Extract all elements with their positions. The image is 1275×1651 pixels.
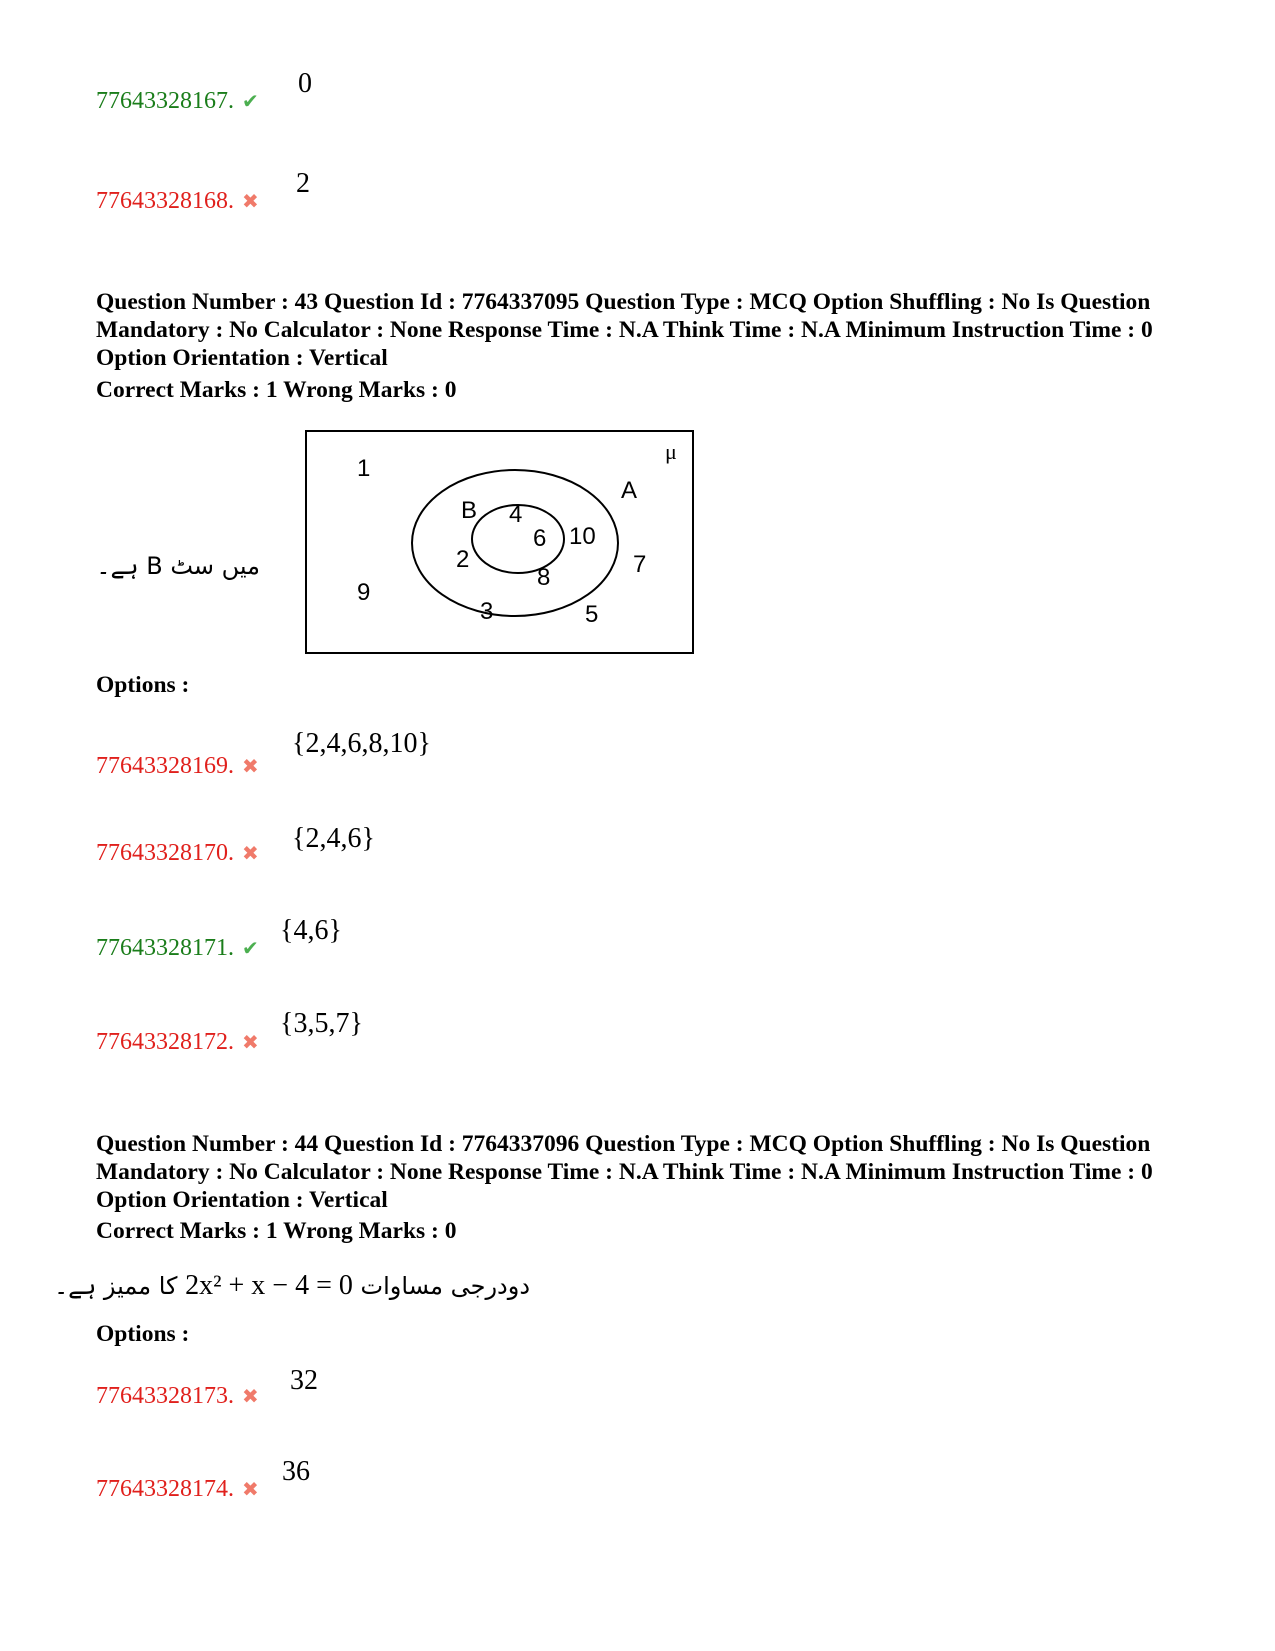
- options-label: Options :: [96, 672, 190, 698]
- element-6: 6: [533, 525, 547, 552]
- wrong-cross-icon: ✖: [242, 754, 259, 778]
- set-b-label: B: [461, 497, 478, 524]
- option-id-77643328172: 77643328172. ✖: [96, 1029, 259, 1055]
- option-id-77643328171: 77643328171. ✔: [96, 935, 259, 961]
- element-2: 2: [456, 546, 470, 573]
- question-44-suffix: کا ممیز ہے۔: [54, 1272, 178, 1300]
- option-value: {4,6}: [280, 915, 342, 946]
- question-44-prefix: دودرجی مساوات: [360, 1272, 530, 1300]
- option-value: 36: [282, 1456, 310, 1487]
- question-44-equation: 2x² + x − 4 = 0: [185, 1270, 353, 1301]
- venn-diagram: [305, 430, 695, 656]
- question-43-header: Question Number : 43 Question Id : 7764337095 Question Type : MCQ Option Shuffling : No Is Question Mandatory : No Calculator : None Response Time : N.A Think Time : N.A Minimum Instruction Time : 0 Option Orientation : Vertical: [96, 289, 1153, 371]
- options-label: Options :: [96, 1321, 190, 1347]
- element-9: 9: [357, 579, 371, 606]
- option-value: {2,4,6,8,10}: [292, 728, 431, 759]
- element-3: 3: [480, 598, 494, 625]
- wrong-cross-icon: ✖: [242, 841, 259, 865]
- option-value: {3,5,7}: [280, 1008, 363, 1039]
- wrong-cross-icon: ✖: [242, 1477, 259, 1501]
- question-43-marks: Correct Marks : 1 Wrong Marks : 0: [96, 377, 457, 403]
- option-id-77643328174: 77643328174. ✖: [96, 1476, 259, 1502]
- element-7: 7: [633, 551, 647, 578]
- wrong-cross-icon: ✖: [242, 1030, 259, 1054]
- question-44-marks: Correct Marks : 1 Wrong Marks : 0: [96, 1218, 457, 1244]
- option-id-77643328170: 77643328170. ✖: [96, 840, 259, 866]
- element-10: 10: [569, 523, 596, 550]
- set-a-label: A: [621, 477, 638, 504]
- element-1: 1: [357, 455, 371, 482]
- option-id-77643328168: 77643328168. ✖: [96, 188, 259, 214]
- option-id-77643328169: 77643328169. ✖: [96, 753, 259, 779]
- option-value: 32: [290, 1365, 318, 1396]
- wrong-cross-icon: ✖: [242, 189, 259, 213]
- question-44-text: [54, 1270, 530, 1302]
- question-44-header: Question Number : 44 Question Id : 7764337096 Question Type : MCQ Option Shuffling : No Is Question Mandatory : No Calculator : None Response Time : N.A Think Time : N.A Minimum Instruction Time : 0 Option Orientation : Vertical: [96, 1131, 1153, 1213]
- wrong-cross-icon: ✖: [242, 1384, 259, 1408]
- option-value: 0: [298, 68, 312, 99]
- option-id-77643328167: 77643328167. ✔: [96, 88, 259, 114]
- option-value: {2,4,6}: [292, 823, 375, 854]
- universal-label: μ: [665, 439, 677, 464]
- element-8: 8: [537, 564, 551, 591]
- option-id-77643328173: 77643328173. ✖: [96, 1383, 259, 1409]
- correct-check-icon: ✔: [242, 89, 259, 113]
- correct-check-icon: ✔: [242, 936, 259, 960]
- question-43-text: میں سٹ B ہے۔: [96, 552, 260, 580]
- option-value: 2: [296, 168, 310, 199]
- element-5: 5: [585, 601, 599, 628]
- element-4: 4: [509, 501, 523, 528]
